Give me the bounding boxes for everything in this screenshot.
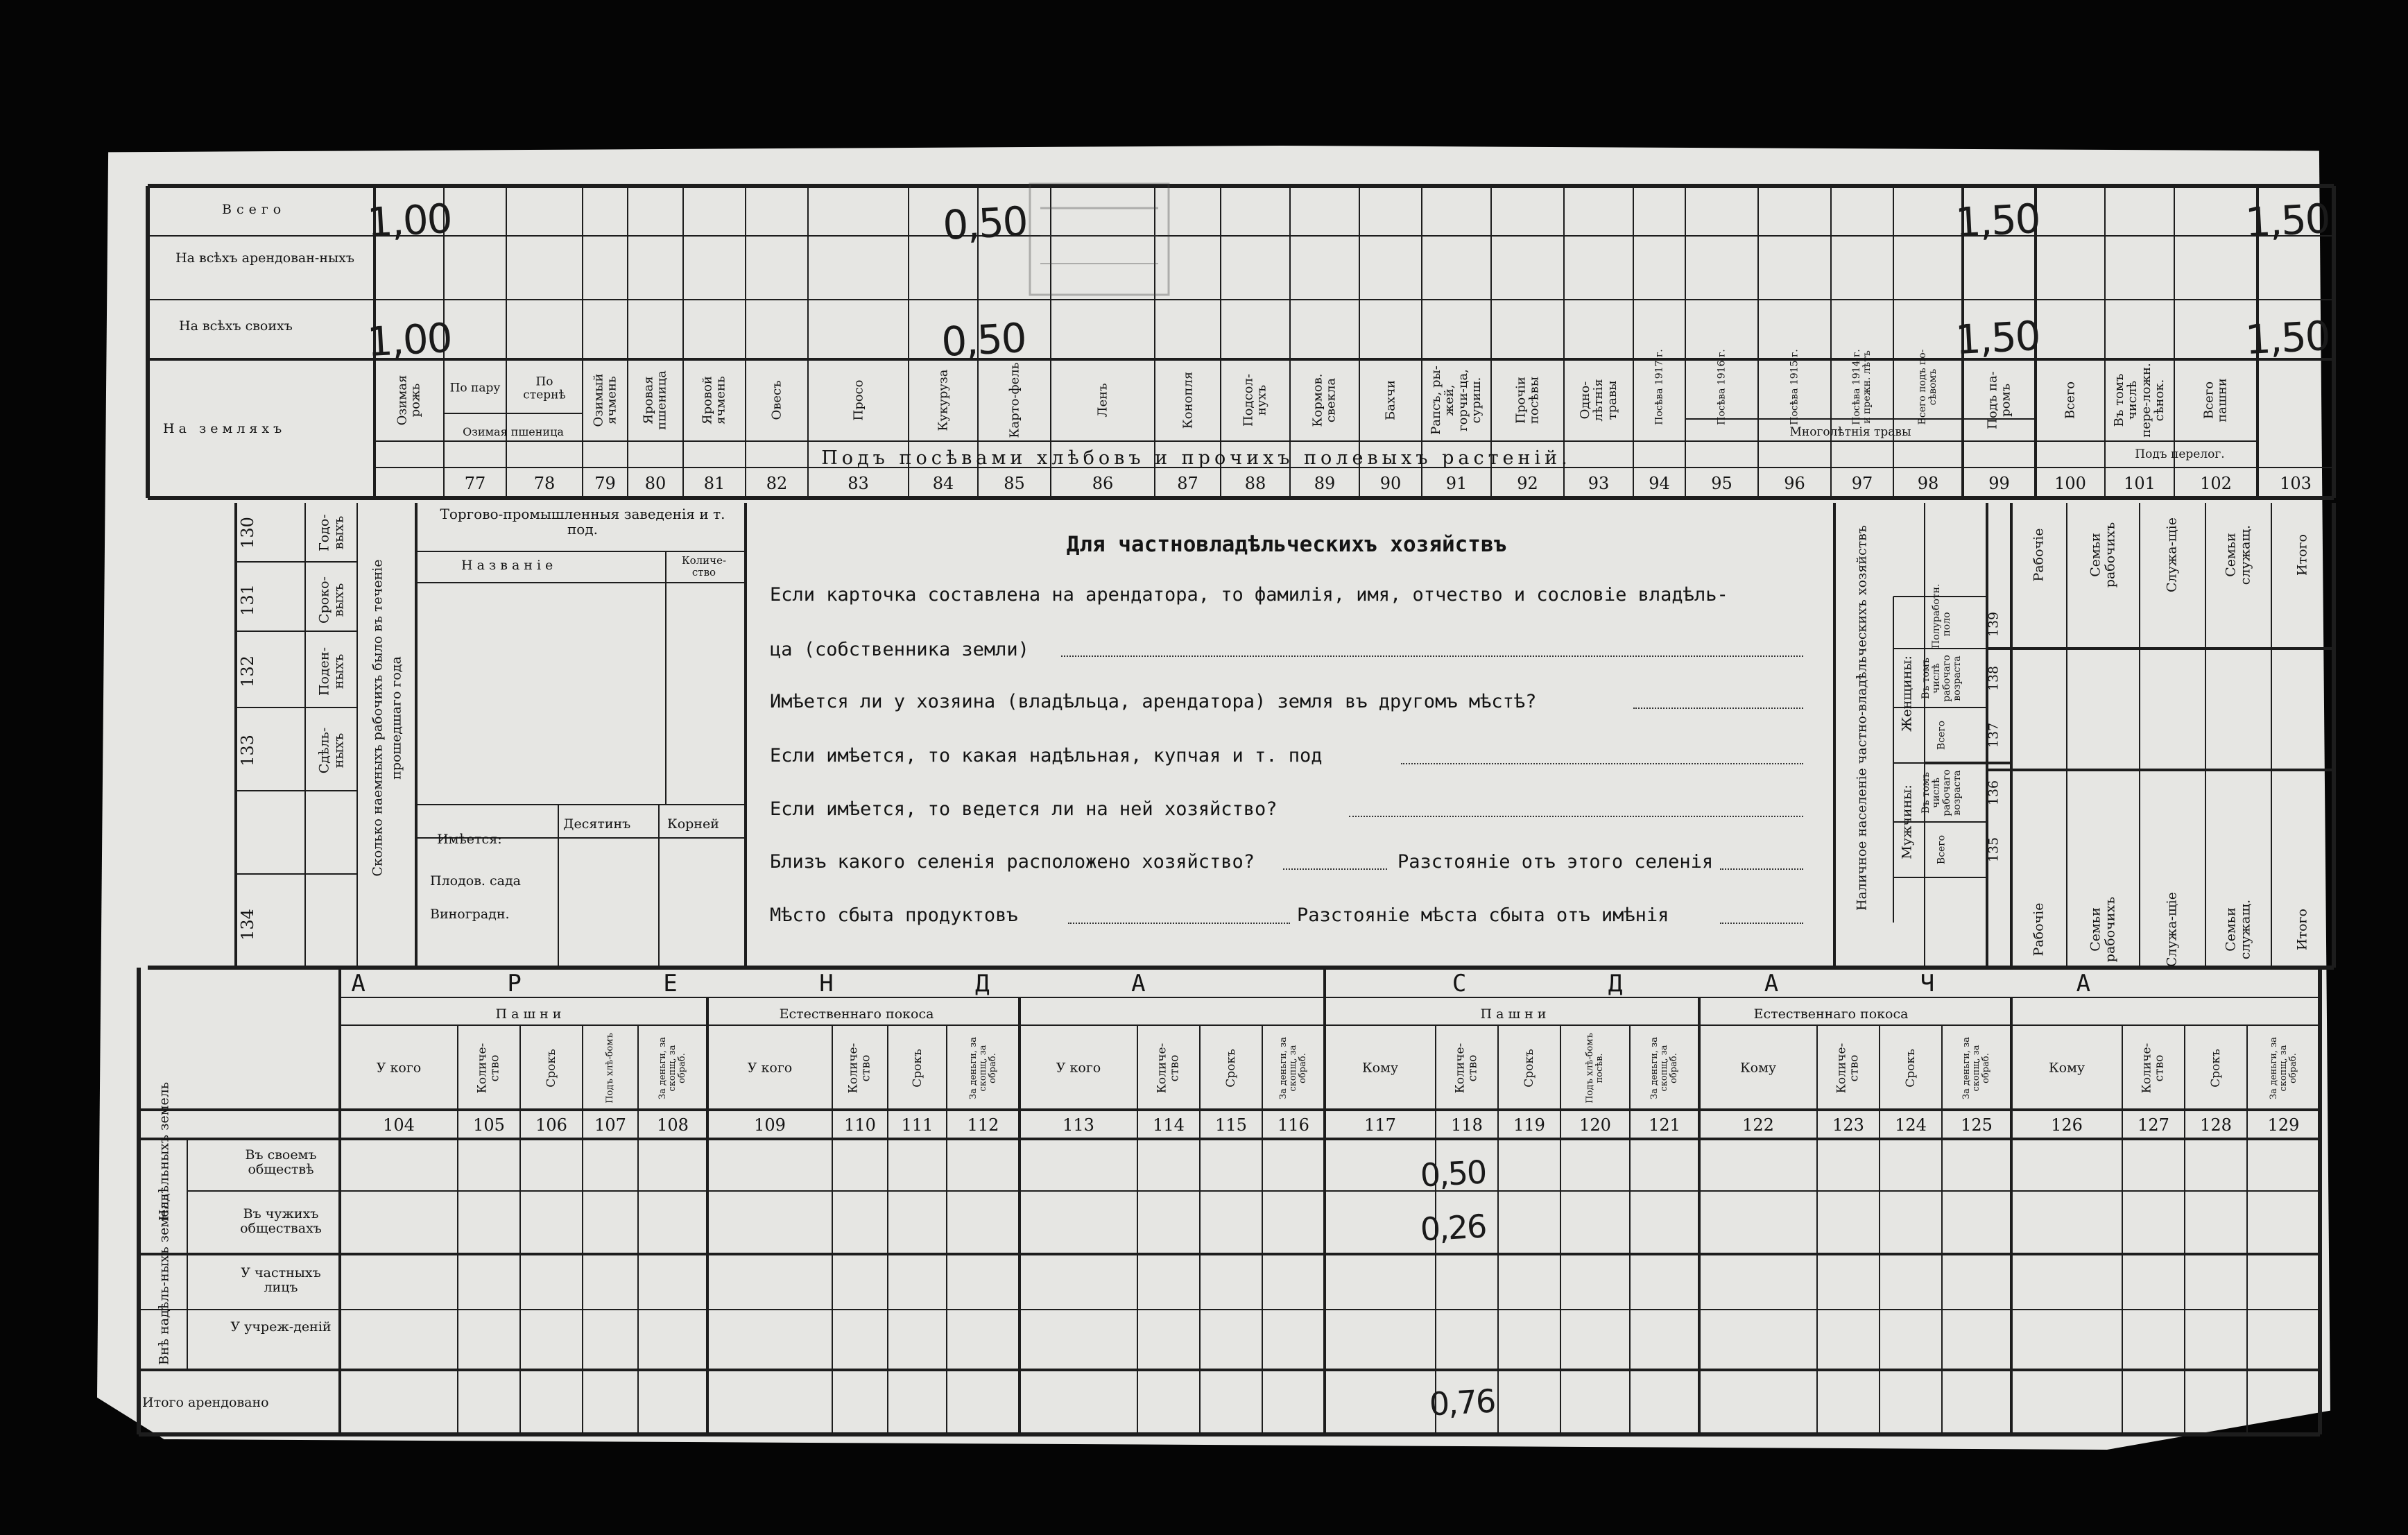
bottom-head-19: Количе-ство <box>1834 1043 1861 1094</box>
crop-header-18: Посѣва 1917 г. <box>1653 349 1665 425</box>
col-number-82: 82 <box>766 473 788 493</box>
answer-line-owner[interactable] <box>1061 655 1803 657</box>
question-3: Если имѣется, то какая надѣльная, купчая и т. под <box>770 745 1323 766</box>
bottom-col-number-117: 117 <box>1364 1115 1396 1135</box>
crop-header-12: Подсол-нухъ <box>1241 373 1269 427</box>
bottom-col-number-127: 127 <box>2138 1115 2169 1135</box>
answer-line-market[interactable] <box>1068 923 1290 924</box>
col-number-85: 85 <box>1004 473 1025 493</box>
row-label-on-lands: На земляхъ <box>163 421 286 436</box>
bottom-head-23: Количе-ство <box>2140 1043 2167 1094</box>
arenda-title: А Р Е Н Д А <box>351 970 1210 997</box>
col-number-98: 98 <box>1917 473 1939 493</box>
col-number-93: 93 <box>1588 473 1610 493</box>
question-5a: Близъ какого селенія расположено хозяйство? <box>770 851 1255 873</box>
bottom-col-number-112: 112 <box>967 1115 999 1135</box>
workers-row-num-131: 131 <box>238 584 258 616</box>
crop-header-22: Всего подъ по-сѣвомъ <box>1916 349 1938 425</box>
bottom-col-number-128: 128 <box>2200 1115 2232 1135</box>
row-private-persons: У частныхъ лицъ <box>241 1265 321 1295</box>
private-farms-title: Для частновладѣльческихъ хозяйствъ <box>1066 532 1507 557</box>
col-number-90: 90 <box>1379 473 1402 493</box>
bottom-col-number-125: 125 <box>1961 1115 1993 1135</box>
question-5b: Разстояніе отъ этого селенія <box>1398 851 1714 873</box>
bottom-head-3: Подъ хлѣ-бомъ <box>604 1033 615 1104</box>
group-allotment: Надѣльныхъ земель <box>156 1081 172 1221</box>
workers-row-num-134: 134 <box>238 909 258 941</box>
col-number-86: 86 <box>1092 473 1114 493</box>
group-non-allotment: Внѣ надѣль-ныхъ земель <box>156 1194 172 1365</box>
faded-stamp <box>1026 180 1172 298</box>
row-label-rented: На всѣхъ арендован-ныхъ <box>175 250 354 266</box>
right-col-top-2: Служа-щіе <box>2164 517 2180 592</box>
right-col-bottom-1: Семьи рабочихъ <box>2088 896 2117 963</box>
answer-line-village-distance[interactable] <box>1720 868 1803 870</box>
bottom-col-number-111: 111 <box>901 1115 934 1135</box>
col-number-99: 99 <box>1988 473 2010 493</box>
crop-header-8: Кукуруза <box>936 369 951 431</box>
bottom-col-number-121: 121 <box>1649 1115 1680 1135</box>
handwritten-total-sown: 1,50 <box>1954 194 2041 247</box>
col-number-84: 84 <box>932 473 954 493</box>
crop-header-6: Овесъ <box>769 380 784 420</box>
sown-band-title: Подъ посѣвами хлѣбовъ и прочихъ полевыхъ растеній. <box>821 447 1572 469</box>
bottom-head-16: Подъ хлѣ-бомъ посѣв. <box>1584 1033 1605 1104</box>
orchard-label: Плодов. сада <box>430 873 521 889</box>
bottom-col-number-109: 109 <box>754 1115 786 1135</box>
crop-header-3: Озимый ячмень <box>591 373 619 427</box>
right-col-bottom-4: Итого <box>2294 909 2310 950</box>
col-number-78: 78 <box>533 473 556 493</box>
crop-header-16: Прочіи посѣвы <box>1513 376 1542 425</box>
right-col-top-4: Итого <box>2294 534 2310 576</box>
vineyard-label: Виноградн. <box>430 907 510 922</box>
bottom-head-13: Кому <box>1361 1060 1399 1076</box>
col-number-103: 103 <box>2280 473 2312 493</box>
bottom-head-1: Количе-ство <box>475 1043 502 1094</box>
right-col-bottom-2: Служа-щіе <box>2164 892 2180 967</box>
question-1b: ца (собственника земли) <box>770 639 1029 660</box>
col-number-83: 83 <box>848 473 869 493</box>
bottom-head-17: За деньги, за скопщ, за обраб. <box>1649 1037 1680 1100</box>
workers-row-label-131: Сроко-выхъ <box>316 576 346 624</box>
workers-row-num-132: 132 <box>238 655 258 687</box>
bottom-head-5: У кого <box>747 1060 793 1076</box>
crop-header-2: По стернѣ <box>523 375 566 402</box>
bottom-col-number-110: 110 <box>844 1115 876 1135</box>
bottom-col-number-104: 104 <box>383 1115 415 1135</box>
roots-header: Корней <box>667 816 719 832</box>
row-own-community: Въ своемъ обществѣ <box>245 1147 317 1177</box>
workers-row-num-130: 130 <box>238 517 258 549</box>
question-2: Имѣется ли у хозяина (владѣльца, арендатора) земля въ другомъ мѣстѣ? <box>770 691 1537 712</box>
crop-header-4: Яровая пшеница <box>641 370 669 430</box>
pop-col-num-136: 136 <box>1986 780 2002 806</box>
col-number-92: 92 <box>1517 473 1538 493</box>
bottom-col-number-129: 129 <box>2267 1115 2300 1135</box>
pop-col-label-138: Въ томъ числѣ рабочаго возраста <box>1920 655 1963 702</box>
pop-col-num-139: 139 <box>1986 611 2002 637</box>
handwritten-118-total: 0,76 <box>1428 1382 1496 1423</box>
handwritten-own-rye: 1,00 <box>366 314 453 366</box>
question-1a: Если карточка составлена на арендатора, то фамилія, имя, отчество и сословіе владѣль- <box>770 584 1728 606</box>
trade-title: Торгово-промышленныя заведенія и т. под. <box>440 506 725 538</box>
right-col-top-1: Семьи рабочихъ <box>2088 522 2117 588</box>
bottom-head-25: За деньги, за скопщ, за обраб. <box>2268 1037 2298 1100</box>
bottom-col-number-105: 105 <box>473 1115 505 1135</box>
winter-wheat-label: Озимая пшеница <box>463 425 564 438</box>
crop-header-17: Одно-лѣтнія травы <box>1577 379 1619 422</box>
bottom-head-6: Количе-ство <box>846 1043 873 1094</box>
row-total-rented: Итого арендовано <box>142 1395 269 1410</box>
col-number-81: 81 <box>703 473 725 493</box>
crop-header-0: Озимая рожь <box>395 375 423 426</box>
col-number-94: 94 <box>1649 473 1670 493</box>
row-other-communities: Въ чужихъ обществахъ <box>240 1206 322 1236</box>
col-number-102: 102 <box>2200 473 2232 493</box>
sdacha-title: С Д А Ч А <box>1452 970 2155 997</box>
pop-col-label-137: Всего <box>1936 720 1947 751</box>
bottom-col-number-118: 118 <box>1451 1115 1483 1135</box>
crop-header-19: Посѣва 1916 г. <box>1715 349 1727 425</box>
crop-header-23: Подъ па-ромъ <box>1985 371 2013 429</box>
crop-header-15: Рапсъ, ры-жей, горчи-ца, суриш. <box>1429 366 1484 435</box>
col-number-95: 95 <box>1711 473 1732 493</box>
right-col-top-3: Семьи служащ. <box>2223 524 2253 585</box>
bottom-head-0: У кого <box>376 1060 422 1076</box>
pop-col-num-137: 137 <box>1986 722 2002 748</box>
bottom-head-8: За деньги, за скопщ, за обраб. <box>968 1037 998 1100</box>
handwritten-118-own: 0,50 <box>1419 1153 1487 1194</box>
bottom-head-2: Срокъ <box>544 1049 558 1088</box>
bottom-head-4: За деньги, за скопщ, за обраб. <box>657 1037 688 1100</box>
bottom-head-11: Срокъ <box>1223 1049 1238 1088</box>
crop-header-21: Посѣва 1914 г. и прежн. лѣтъ <box>1850 349 1873 425</box>
workers-row-label-133: Сдѣль-ныхъ <box>316 727 346 774</box>
handwritten-total-arable: 1,50 <box>2244 194 2331 247</box>
question-6b: Разстояніе мѣста сбыта отъ имѣнія <box>1297 904 1669 926</box>
perennial-grass-label: Многолѣтнія травы <box>1789 425 1911 439</box>
col-number-88: 88 <box>1244 473 1266 493</box>
crop-header-20: Посѣва 1915 г. <box>1788 349 1800 425</box>
row-label-own: На всѣхъ своихъ <box>179 318 293 334</box>
crop-header-26: Всего пашни <box>2201 378 2230 422</box>
bottom-head-15: Срокъ <box>1522 1049 1536 1088</box>
question-4: Если имѣется, то ведется ли на ней хозяйство? <box>770 798 1278 820</box>
rent-meadow-label: Естественнаго покоса <box>779 1006 934 1022</box>
bottom-col-number-120: 120 <box>1579 1115 1611 1135</box>
bottom-col-number-108: 108 <box>657 1115 689 1135</box>
bottom-col-number-126: 126 <box>2051 1115 2083 1135</box>
fallow-label: Подъ перелог. <box>2135 447 2225 461</box>
bottom-head-24: Срокъ <box>2208 1049 2223 1088</box>
bottom-head-21: За деньги, за скопщ, за обраб. <box>1961 1037 1992 1100</box>
bottom-col-number-113: 113 <box>1063 1115 1094 1135</box>
bottom-col-number-107: 107 <box>594 1115 626 1135</box>
desyatin-header: Десятинъ <box>563 816 631 832</box>
right-col-top-0: Рабочіе <box>2031 528 2047 582</box>
bottom-col-number-116: 116 <box>1278 1115 1309 1135</box>
col-number-77: 77 <box>464 473 486 493</box>
crop-header-11: Конопля <box>1180 371 1195 429</box>
bottom-col-number-124: 124 <box>1895 1115 1927 1135</box>
bottom-col-number-123: 123 <box>1832 1115 1864 1135</box>
pop-col-label-139: Полуработн. поло <box>1930 583 1952 649</box>
handwritten-own-sown: 1,50 <box>1954 311 2041 364</box>
bottom-head-14: Количе-ство <box>1453 1043 1480 1094</box>
crop-header-9: Карто-фель <box>1006 362 1022 438</box>
bottom-head-20: Срокъ <box>1903 1049 1918 1088</box>
col-number-101: 101 <box>2124 473 2156 493</box>
row-institutions: У учреж-деній <box>230 1319 332 1335</box>
col-number-91: 91 <box>1445 473 1468 493</box>
col-number-100: 100 <box>2054 473 2086 493</box>
bottom-col-number-106: 106 <box>535 1115 567 1135</box>
women-label: Женщины: <box>1899 655 1915 732</box>
crop-header-25: Въ томъ числѣ пере-ложн. сѣнок. <box>2112 363 2167 438</box>
crop-header-1: По пару <box>449 381 501 395</box>
bottom-head-12: За деньги, за скопщ, за обраб. <box>1278 1037 1309 1100</box>
crop-header-5: Яровой ячмень <box>700 376 728 425</box>
workers-row-num-133: 133 <box>238 735 258 766</box>
bottom-col-number-115: 115 <box>1215 1115 1247 1135</box>
col-number-87: 87 <box>1177 473 1198 493</box>
population-caption: Наличное населеніе частно-владѣльческихъ хозяйствъ <box>1854 525 1870 911</box>
crop-header-10: Ленъ <box>1095 383 1110 418</box>
pop-col-num-138: 138 <box>1986 665 2002 692</box>
rent-arable-label: Пашни <box>495 1006 566 1022</box>
bottom-col-number-122: 122 <box>1742 1115 1774 1135</box>
right-col-bottom-3: Семьи служащ. <box>2223 899 2253 960</box>
bottom-head-18: Кому <box>1739 1060 1777 1076</box>
pop-col-label-135: Всего <box>1936 834 1947 865</box>
col-number-79: 79 <box>594 473 616 493</box>
bottom-head-7: Срокъ <box>910 1049 925 1088</box>
workers-row-label-130: Годо-выхъ <box>316 514 346 551</box>
bottom-head-10: Количе-ство <box>1155 1043 1182 1094</box>
crop-header-7: Просо <box>850 379 866 421</box>
workers-row-label-132: Поден-ныхъ <box>316 646 346 696</box>
pop-col-num-135: 135 <box>1986 837 2002 863</box>
trade-qty-header: Количе-ство <box>681 554 727 578</box>
handwritten-own-arable: 1,50 <box>2244 311 2331 364</box>
hired-workers-caption: Сколько наемныхъ рабочихъ было въ теченіе прошедшаго года <box>370 559 404 877</box>
answer-line-market-distance[interactable] <box>1720 923 1803 924</box>
pop-col-label-136: Въ томъ числѣ рабочаго возраста <box>1920 769 1963 816</box>
answer-line-village[interactable] <box>1283 868 1387 870</box>
handwritten-total-corn: 0,50 <box>941 197 1029 250</box>
row-label-total: Всего <box>222 202 286 217</box>
right-col-bottom-0: Рабочіе <box>2031 902 2047 957</box>
answer-line-other-land[interactable] <box>1633 708 1803 709</box>
col-number-96: 96 <box>1784 473 1805 493</box>
handwritten-118-other: 0,26 <box>1419 1207 1487 1249</box>
crop-header-14: Бахчи <box>1383 380 1398 421</box>
handwritten-total-rye: 1,00 <box>366 194 453 247</box>
crop-header-24: Всего <box>2063 381 2078 420</box>
crop-header-13: Кормов. свекла <box>1310 373 1339 427</box>
bottom-col-number-119: 119 <box>1513 1115 1545 1135</box>
has-label: Имѣется: <box>437 832 502 847</box>
bottom-head-9: У кого <box>1056 1060 1101 1076</box>
lease-meadow-label: Естественнаго покоса <box>1753 1006 1909 1022</box>
col-number-80: 80 <box>644 473 666 493</box>
men-label: Мужчины: <box>1899 784 1915 859</box>
bottom-col-number-114: 114 <box>1153 1115 1185 1135</box>
answer-line-farming[interactable] <box>1349 816 1803 817</box>
lease-arable-label: Пашни <box>1480 1006 1551 1022</box>
trade-name-header: Названіе <box>461 558 558 573</box>
handwritten-own-corn: 0,50 <box>940 314 1027 366</box>
answer-line-land-type[interactable] <box>1401 763 1803 764</box>
col-number-89: 89 <box>1314 473 1336 493</box>
question-6a: Мѣсто сбыта продуктовъ <box>770 904 1018 926</box>
col-number-97: 97 <box>1851 473 1873 493</box>
bottom-head-22: Кому <box>2048 1060 2086 1076</box>
